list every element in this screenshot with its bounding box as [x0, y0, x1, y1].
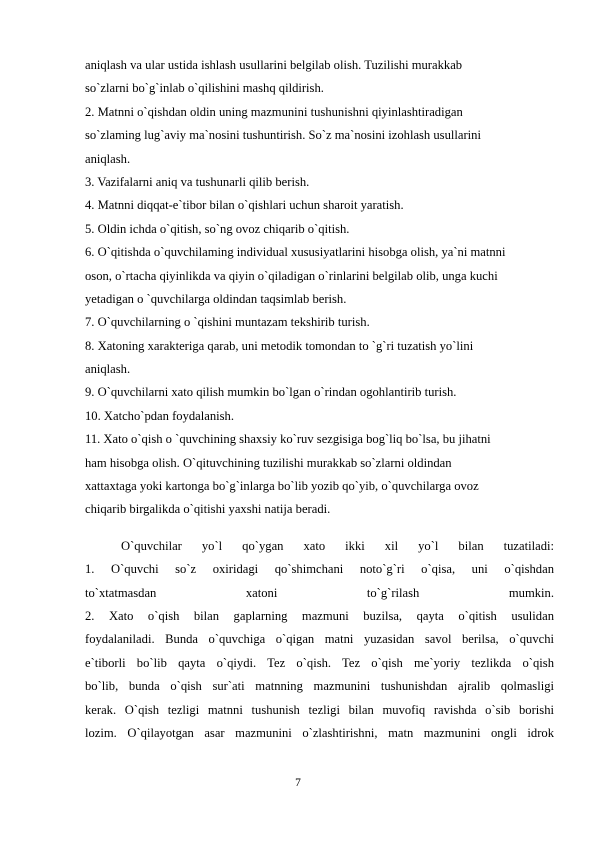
text-line: oson, o`rtacha qiyinlikda va qiyin o`qiladigan o`rinlarini belgilab olib, unga kuchi	[85, 268, 498, 283]
text-line: e`tiborli bo`lib qayta o`qiydi. Tez o`qish. Tez o`qish me`yoriy tezlikda o`qish	[85, 655, 554, 670]
text-line: so`zlaming lug`aviy ma`nosini tushuntirish. So`z ma`nosini izohlash usullarini	[85, 128, 481, 143]
text-line: so`zlarni bo`g`inlab o`qilishini mashq qildirish.	[85, 81, 324, 96]
text-line: 7. O`quvchilarning o `qishini muntazam tekshirib turish.	[85, 315, 370, 330]
text-line: O`quvchilar yo`l qo`ygan xato ikki xil yo`l bilan tuzatiladi:	[121, 538, 554, 553]
text-line: aniqlash.	[85, 151, 131, 166]
text-line: lozim. O`qilayotgan asar mazmunini o`zlashtirishni, matn mazmunini ongli idrok	[85, 725, 554, 740]
text-line: 1. O`quvchi so`z oxiridagi qo`shimchani noto`g`ri o`qisa, uni o`qishdan	[85, 562, 554, 577]
justified-paragraph-block	[85, 535, 554, 746]
text-line: foydalaniladi. Bunda o`quvchiga o`qigan matni yuzasidan savol berilsa, o`quvchi	[85, 632, 554, 647]
text-line: to`xtatmasdan xatoni to`g`rilash mumkin.	[85, 585, 554, 600]
text-line: bo`lib, bunda o`qish sur`ati matnning mazmunini tushunishdan ajralib qolmasligi	[85, 679, 554, 694]
text-line: xattaxtaga yoki kartonga bo`g`inlarga bo`lib yozib qo`yib, o`quvchilarga ovoz	[85, 479, 479, 494]
page-number: 7	[295, 777, 301, 789]
text-line: aniqlash va ular ustida ishlash usullarini belgilab olish. Tuzilishi murakkab	[85, 58, 463, 72]
text-line: 11. Xato o`qish o `quvchining shaxsiy ko`ruv sezgisiga bog`liq bo`lsa, bu jihatni	[85, 432, 491, 447]
text-line: 4. Matnni diqqat-e`tibor bilan o`qishlari uchun sharoit yaratish.	[85, 198, 404, 213]
text-line: aniqlash.	[85, 362, 131, 377]
text-line: ham hisobga olish. O`qituvchining tuzilishi murakkab so`zlarni oldindan	[85, 455, 452, 470]
text-line: yetadigan o `quvchilarga oldindan taqsimlab berish.	[85, 291, 347, 306]
text-line: 2. Matnni o`qishdan oldin uning mazmunini tushunishni qiyinlashtiradigan	[85, 104, 463, 119]
text-line: 10. Xatcho`pdan foydalanish.	[85, 408, 234, 423]
text-line: 6. O`qitishda o`quvchilaming individual xususiyatlarini hisobga olish, ya`ni matnni	[85, 245, 506, 260]
text-line: 8. Xatoning xarakteriga qarab, uni metodik tomondan to `g`ri tuzatish yo`lini	[85, 338, 474, 353]
text-line: 9. O`quvchilarni xato qilish mumkin bo`lgan o`rindan ogohlantirib turish.	[85, 385, 457, 400]
page-body	[85, 54, 554, 745]
text-line: 3. Vazifalarni aniq va tushunarli qilib berish.	[85, 174, 310, 189]
text-line: chiqarib birgalikda o`qitishi yaxshi natija beradi.	[85, 502, 331, 517]
text-line: 5. Oldin ichda o`qitish, so`ng ovoz chiqarib o`qitish.	[85, 221, 350, 236]
text-line: 2. Xato o`qish bilan gaplarning mazmuni buzilsa, qayta o`qitish usulidan	[85, 608, 554, 623]
numbered-list-block	[85, 54, 554, 522]
text-line: kerak. O`qish tezligi matnni tushunish tezligi bilan muvofiq ravishda o`sib borishi	[85, 702, 554, 717]
